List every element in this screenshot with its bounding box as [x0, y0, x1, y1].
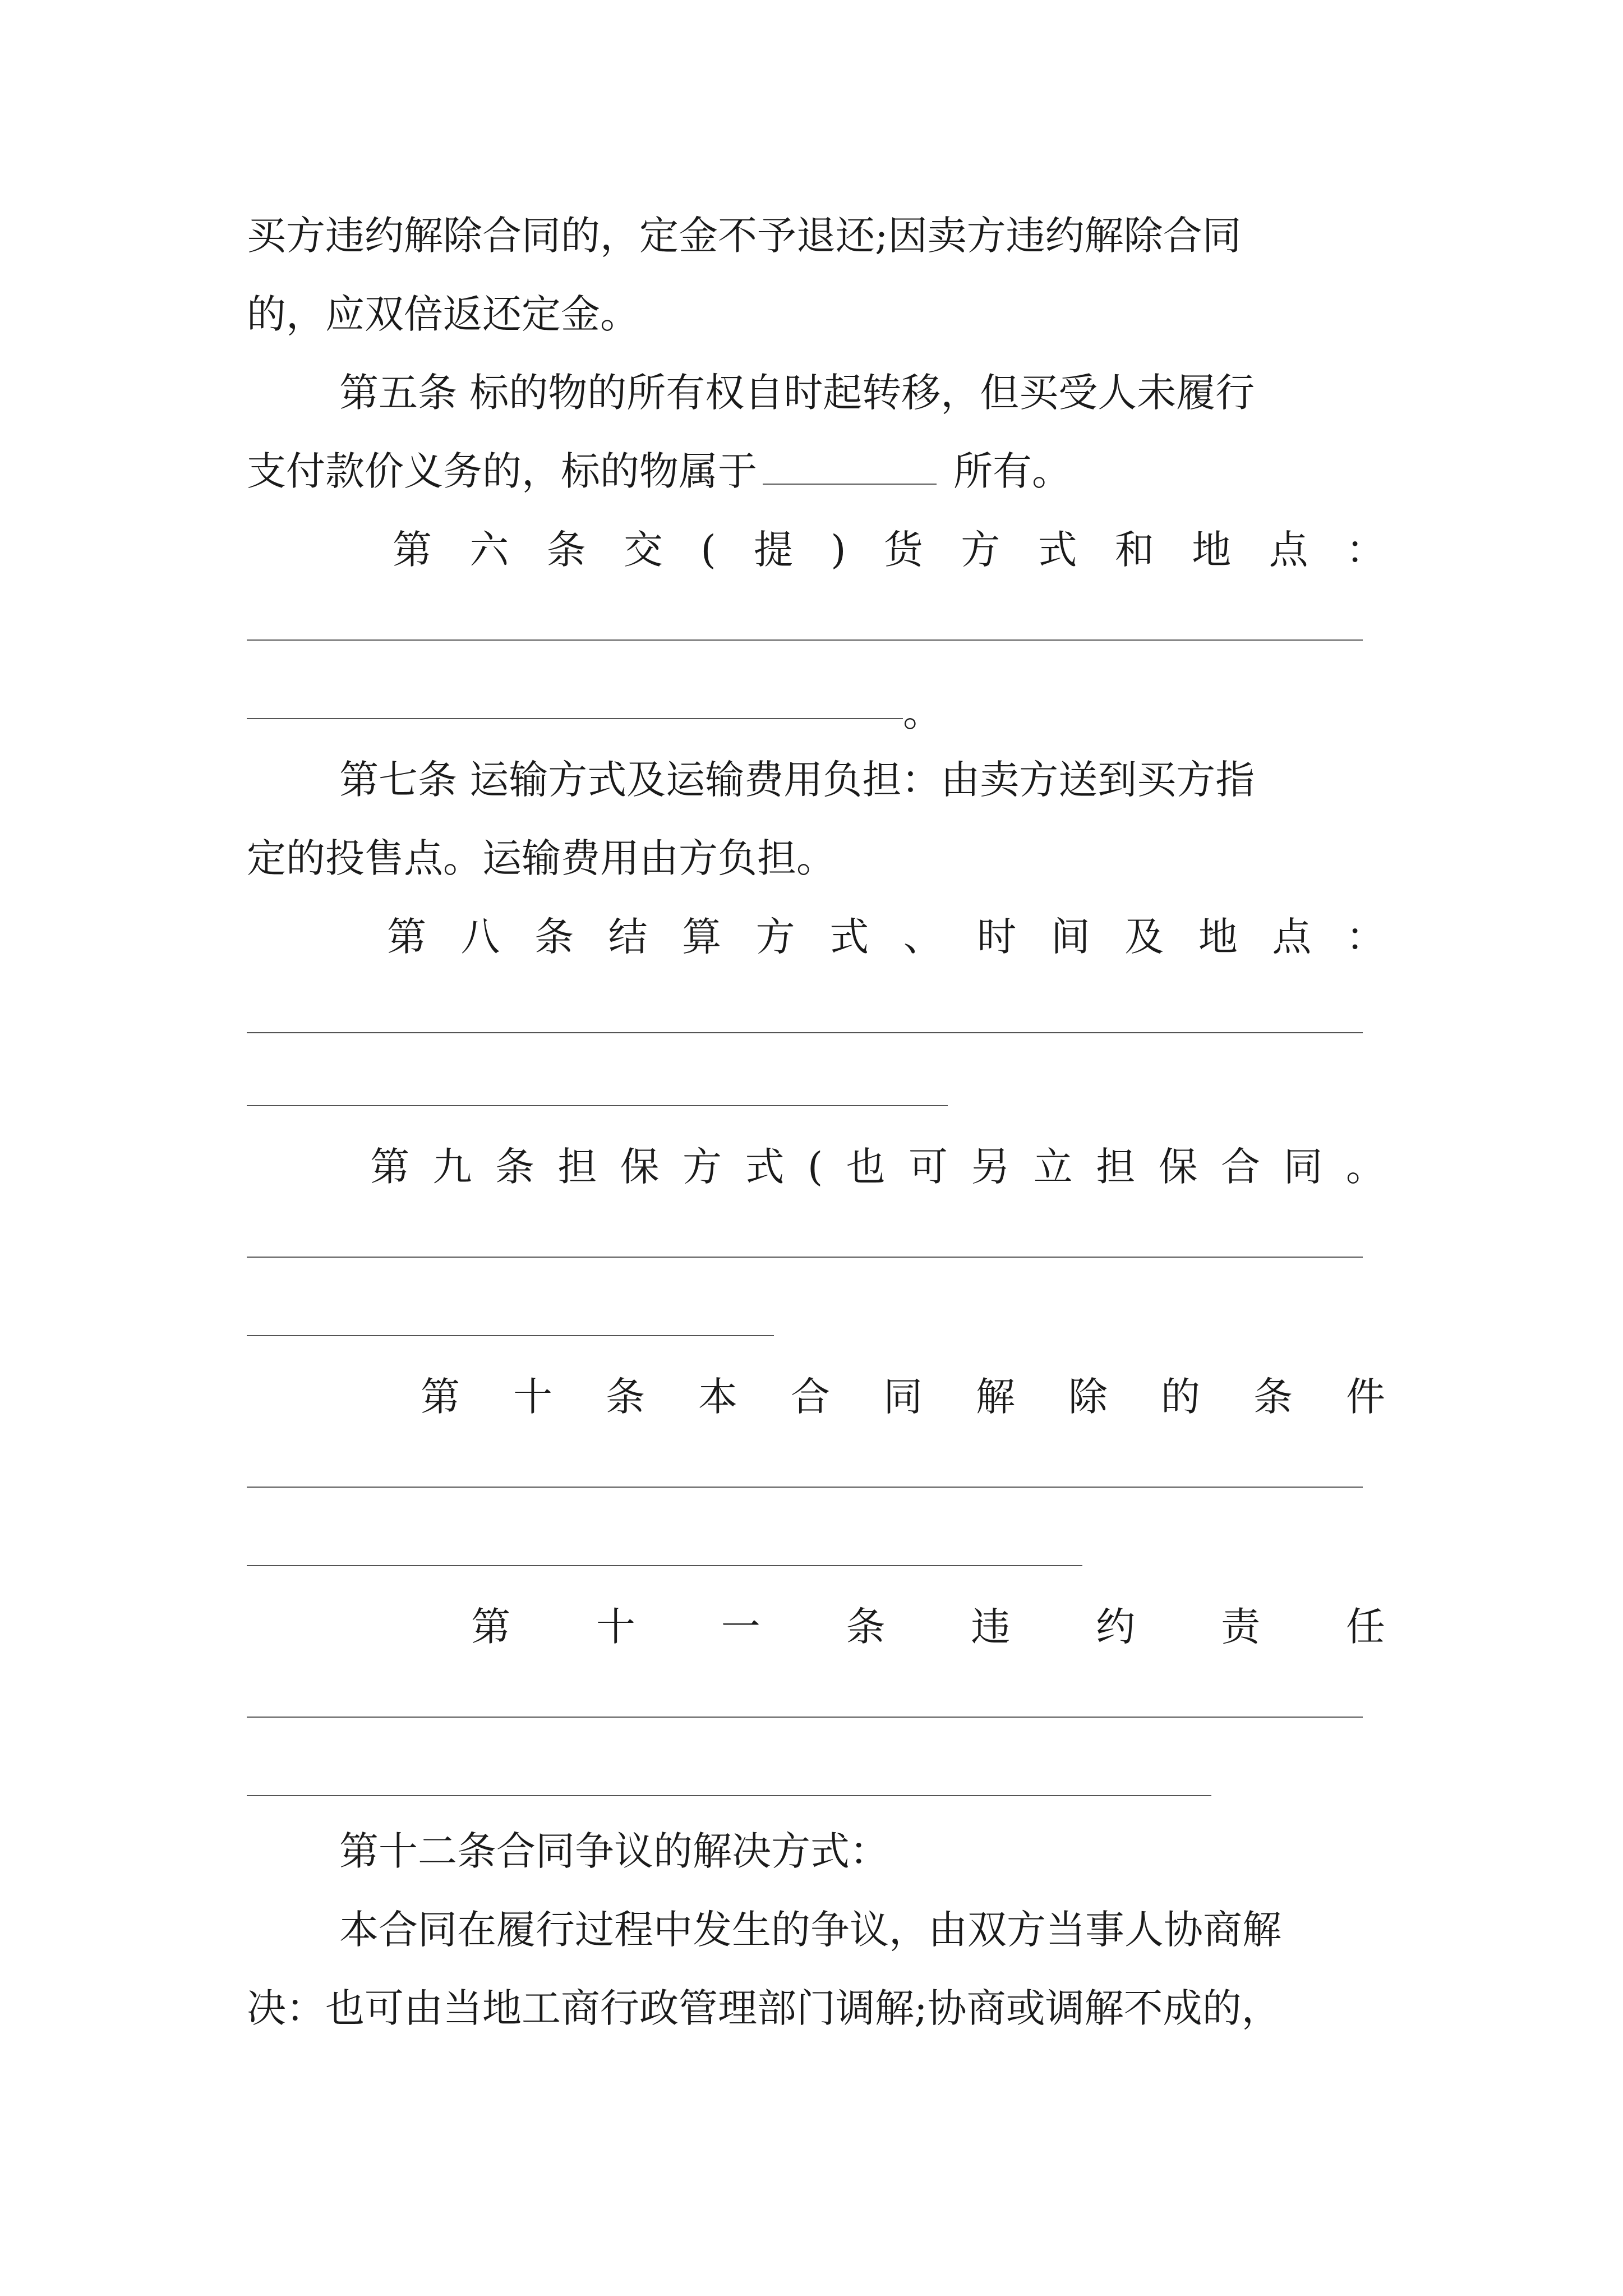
- heading-char: 另: [971, 1144, 1011, 1190]
- heading-char: 时: [977, 914, 1017, 960]
- heading-char: 方: [683, 1144, 722, 1190]
- heading-char: 责: [1221, 1604, 1261, 1650]
- fill-in-line[interactable]: [247, 1335, 774, 1336]
- heading-char: 的: [1161, 1374, 1200, 1420]
- heading-char: 保: [620, 1144, 660, 1190]
- heading-char: 担: [557, 1144, 597, 1190]
- article-6-heading: [393, 522, 1385, 578]
- heading-char: 除: [1068, 1374, 1108, 1420]
- heading-char: 算: [682, 914, 722, 960]
- period-mark: 。: [903, 689, 942, 735]
- heading-char: 第: [393, 527, 432, 573]
- article-5-line-2: [247, 443, 1385, 499]
- heading-char: ): [831, 527, 846, 573]
- heading-char: 第: [471, 1604, 510, 1650]
- heading-char: 交: [623, 527, 663, 573]
- heading-char: 提: [753, 527, 793, 573]
- heading-char: 点: [1269, 527, 1308, 573]
- heading-char: 条: [606, 1374, 645, 1420]
- article-12-line-1: 本合同在履行过程中发生的争议，由双方当事人协商解: [339, 1907, 1281, 1953]
- heading-char: 、: [903, 914, 943, 960]
- heading-char: 式: [1038, 527, 1077, 573]
- heading-char: ：: [1345, 914, 1385, 960]
- heading-char: 条: [1253, 1374, 1293, 1420]
- article-8-heading: [387, 909, 1385, 965]
- heading-char: 。: [1345, 1144, 1385, 1190]
- heading-char: 十: [513, 1374, 552, 1420]
- heading-char: 第: [370, 1144, 409, 1190]
- article-11-heading: [471, 1599, 1385, 1655]
- heading-char: 十: [596, 1604, 635, 1650]
- heading-char: 九: [432, 1144, 472, 1190]
- heading-char: 保: [1158, 1144, 1198, 1190]
- heading-char: 同: [883, 1374, 923, 1420]
- article-10-heading: [421, 1369, 1385, 1425]
- heading-char: 合: [791, 1374, 830, 1420]
- heading-char: 同: [1283, 1144, 1323, 1190]
- fill-in-line[interactable]: [247, 1032, 1363, 1033]
- fill-in-line[interactable]: [247, 1565, 1082, 1566]
- heading-char: 解: [976, 1374, 1015, 1420]
- heading-char: 及: [1124, 914, 1164, 960]
- heading-char: 合: [1221, 1144, 1260, 1190]
- heading-char: 地: [1198, 914, 1238, 960]
- article-12-line-2: 决：也可由当地工商行政管理部门调解;协商或调解不成的，: [247, 1985, 1281, 2031]
- heading-char: 担: [1096, 1144, 1136, 1190]
- article-9-heading: [370, 1139, 1385, 1195]
- heading-char: 条: [495, 1144, 534, 1190]
- heading-char: ：: [1345, 527, 1385, 573]
- article-7-line-1: 第七条 运输方式及运输费用负担：由卖方送到买方指: [339, 757, 1255, 803]
- article-5-line-1: 第五条 标的物的所有权自时起转移，但买受人未履行: [339, 370, 1255, 416]
- heading-char: 违: [971, 1604, 1011, 1650]
- heading-char: 第: [387, 914, 426, 960]
- heading-char: 式: [745, 1144, 785, 1190]
- heading-char: 点: [1272, 914, 1312, 960]
- heading-char: 方: [961, 527, 1000, 573]
- article-7-line-2: 定的投售点。运输费用由方负担。: [247, 835, 836, 881]
- fill-in-blank[interactable]: [763, 444, 937, 485]
- heading-char: 也: [846, 1144, 886, 1190]
- heading-char: 件: [1346, 1374, 1385, 1420]
- heading-char: 八: [460, 914, 500, 960]
- article-5-text: 支付款价义务的，标的物属于: [247, 448, 757, 494]
- heading-char: 条: [534, 914, 574, 960]
- heading-char: 可: [908, 1144, 948, 1190]
- heading-char: 任: [1345, 1604, 1385, 1650]
- heading-char: 和: [1114, 527, 1154, 573]
- fill-in-line[interactable]: [247, 639, 1363, 641]
- text-line: 买方违约解除合同的，定金不予退还;因卖方违约解除合同: [247, 213, 1242, 259]
- article-12-title: 第十二条合同争议的解决方式：: [339, 1828, 889, 1874]
- text-line: 的，应双倍返还定金。: [247, 291, 639, 337]
- fill-in-line[interactable]: [247, 1257, 1363, 1258]
- fill-in-line[interactable]: [247, 1795, 1211, 1796]
- heading-char: 间: [1050, 914, 1090, 960]
- heading-char: 本: [698, 1374, 737, 1420]
- heading-char: 地: [1192, 527, 1232, 573]
- heading-char: 货: [883, 527, 923, 573]
- heading-char: 方: [755, 914, 795, 960]
- fill-in-line[interactable]: [247, 1717, 1363, 1718]
- heading-char: 式: [829, 914, 869, 960]
- heading-char: (: [807, 1144, 823, 1190]
- heading-char: 六: [469, 527, 509, 573]
- heading-char: 约: [1096, 1604, 1136, 1650]
- fill-in-line[interactable]: [247, 1487, 1363, 1488]
- heading-char: 条: [846, 1604, 886, 1650]
- heading-char: 条: [546, 527, 586, 573]
- heading-char: 一: [721, 1604, 760, 1650]
- fill-in-line[interactable]: [247, 718, 903, 719]
- heading-char: (: [700, 527, 716, 573]
- heading-char: 立: [1033, 1144, 1073, 1190]
- article-5-ending: 所有。: [953, 448, 1071, 494]
- heading-char: 第: [421, 1374, 460, 1420]
- fill-in-line[interactable]: [247, 1105, 948, 1106]
- heading-char: 结: [608, 914, 648, 960]
